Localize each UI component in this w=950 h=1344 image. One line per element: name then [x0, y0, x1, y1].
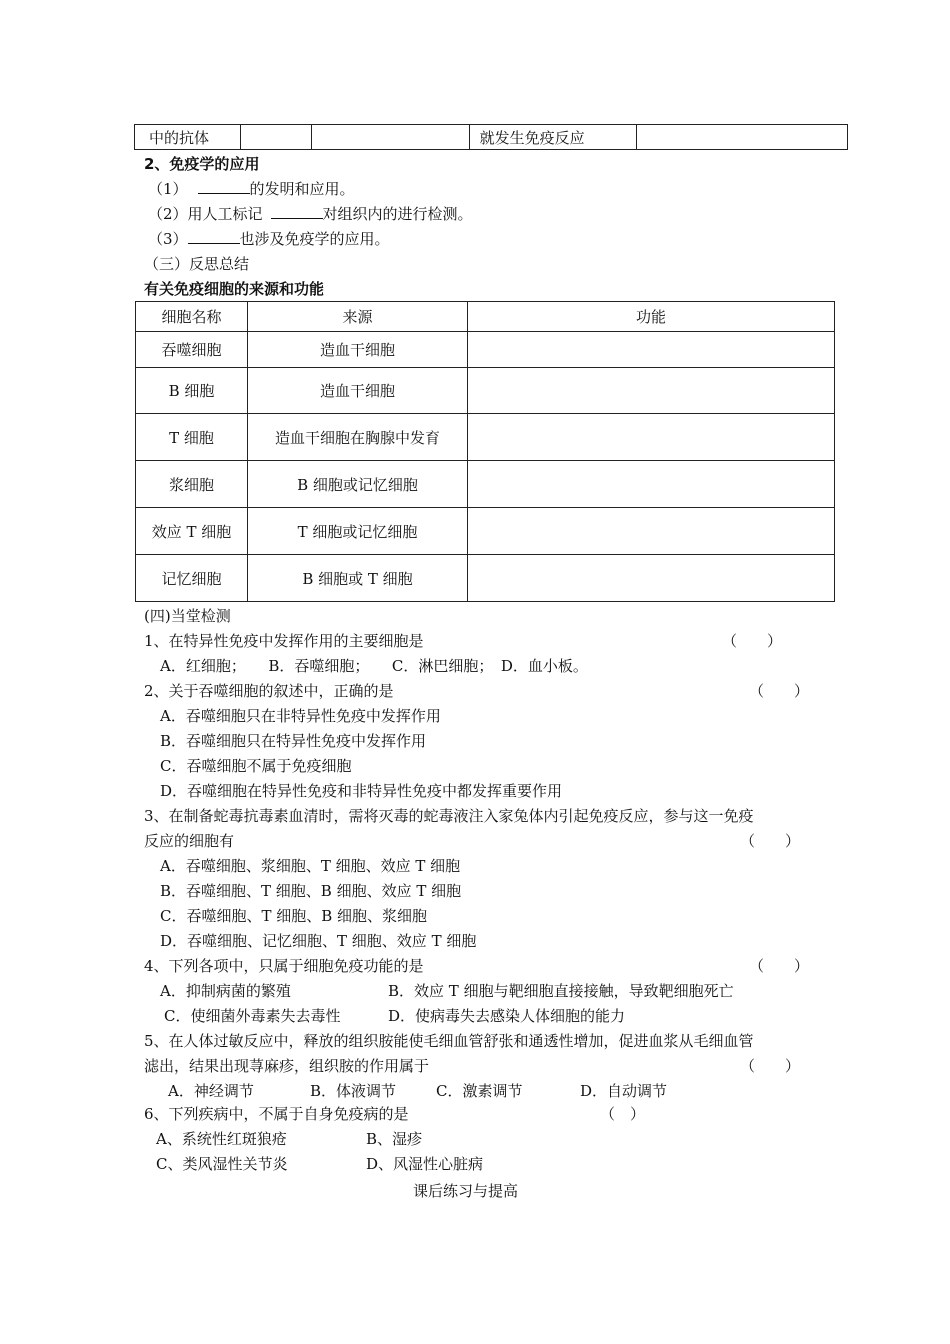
q6-option-a: A、系统性红斑狼疮 [156, 1130, 287, 1148]
table-row [136, 332, 835, 368]
q4-option-c: C．使细菌外毒素失去毒性 [164, 1007, 341, 1025]
answer-paren: （ ） [749, 682, 810, 700]
section4-title: (四)当堂检测 [144, 607, 231, 625]
header-cell: 功能 [468, 302, 835, 332]
cell-name: 记忆细胞 [136, 555, 248, 602]
top-table-cell: 就发生免疫反应 [469, 125, 637, 150]
cell-name: 效应 T 细胞 [136, 508, 248, 555]
q5-option-d: D．自动调节 [580, 1082, 668, 1100]
answer-paren: （ ） [749, 957, 810, 975]
table-row [136, 555, 835, 602]
cell-source: 造血干细胞 [248, 332, 468, 368]
fill-blank [188, 229, 240, 244]
line1-prefix: （1） [148, 180, 188, 198]
cell-name: 吞噬细胞 [136, 332, 248, 368]
answer-paren: （ ） [740, 832, 801, 850]
top-table [134, 124, 848, 150]
q4-option-b: B．效应 T 细胞与靶细胞直接接触，导致靶细胞死亡 [388, 982, 734, 1000]
q2-option-c: C．吞噬细胞不属于免疫细胞 [160, 757, 352, 775]
q5-option-c: C．激素调节 [436, 1082, 523, 1100]
section2-line2 [148, 203, 473, 224]
top-table-cell-empty [312, 125, 469, 150]
q6-option-c: C、类风湿性关节炎 [156, 1155, 288, 1173]
q5-option-a: A．神经调节 [168, 1082, 254, 1100]
cell-function [468, 332, 835, 368]
table-row [136, 414, 835, 461]
section2-title: 2、免疫学的应用 [144, 155, 260, 173]
top-table-cell: 中的抗体 [135, 125, 241, 150]
cell-function [468, 368, 835, 414]
line2-prefix: （2）用人工标记 [148, 205, 263, 223]
cell-name: 浆细胞 [136, 461, 248, 508]
q4-option-a: A．抑制病菌的繁殖 [160, 982, 291, 1000]
q2-option-b: B．吞噬细胞只在特异性免疫中发挥作用 [160, 732, 427, 750]
fill-blank [271, 204, 323, 219]
line3-suffix: 也涉及免疫学的应用。 [239, 230, 390, 248]
q5-option-b: B．体液调节 [310, 1082, 397, 1100]
q2-option-d: D．吞噬细胞在特异性免疫和非特异性免疫中都发挥重要作用 [160, 782, 563, 800]
cell-source: 造血干细胞 [248, 368, 468, 414]
line1-suffix: 的发明和应用。 [249, 180, 355, 198]
q6-stem: 6、下列疾病中，不属于自身免疫病的是 [144, 1105, 409, 1123]
cell-function [468, 461, 835, 508]
q6-option-b: B、湿疹 [366, 1130, 423, 1148]
q4-option-d: D．使病毒失去感染人体细胞的能力 [388, 1007, 626, 1025]
cell-function [468, 508, 835, 555]
top-table-cell-empty [637, 125, 848, 150]
cell-name: T 细胞 [136, 414, 248, 461]
section2-line3 [148, 228, 390, 249]
cell-source: T 细胞或记忆细胞 [248, 508, 468, 555]
q5-stem-line1: 5、在人体过敏反应中，释放的组织胺能使毛细血管舒张和通透性增加，促进血浆从毛细血管 [144, 1032, 754, 1050]
cell-function [468, 555, 835, 602]
q1-stem: 1、在特异性免疫中发挥作用的主要细胞是 [144, 632, 424, 650]
cell-table-header [136, 302, 835, 332]
q3-stem-line2: 反应的细胞有 [144, 832, 235, 850]
q3-option-c: C．吞噬细胞、T 细胞、B 细胞、浆细胞 [160, 907, 428, 925]
cell-name: B 细胞 [136, 368, 248, 414]
header-cell: 来源 [248, 302, 468, 332]
answer-paren: （ ） [722, 632, 783, 650]
q5-stem-line2: 滤出，结果出现荨麻疹，组织胺的作用属于 [144, 1057, 430, 1075]
answer-paren: （ ） [600, 1105, 646, 1123]
line2-suffix: 对组织内的进行检测。 [322, 205, 473, 223]
table-row [136, 461, 835, 508]
section2-line1 [148, 178, 355, 199]
q4-stem: 4、下列各项中，只属于细胞免疫功能的是 [144, 957, 424, 975]
cell-function [468, 414, 835, 461]
q3-option-a: A．吞噬细胞、浆细胞、T 细胞、效应 T 细胞 [160, 857, 461, 875]
footer-heading: 课后练习与提高 [413, 1182, 519, 1200]
table-row [136, 508, 835, 555]
cell-source: B 细胞或 T 细胞 [248, 555, 468, 602]
section3-title: （三）反思总结 [144, 255, 250, 273]
q3-option-b: B．吞噬细胞、T 细胞、B 细胞、效应 T 细胞 [160, 882, 462, 900]
header-cell: 细胞名称 [136, 302, 248, 332]
fill-blank [198, 179, 250, 194]
q2-option-a: A．吞噬细胞只在非特异性免疫中发挥作用 [160, 707, 441, 725]
q6-option-d: D、风湿性心脏病 [366, 1155, 484, 1173]
answer-paren: （ ） [740, 1057, 801, 1075]
q3-option-d: D．吞噬细胞、记忆细胞、T 细胞、效应 T 细胞 [160, 932, 477, 950]
table-row [136, 368, 835, 414]
cell-source: B 细胞或记忆细胞 [248, 461, 468, 508]
cell-source: 造血干细胞在胸腺中发育 [248, 414, 468, 461]
q1-options: A．红细胞； B．吞噬细胞； C．淋巴细胞； D．血小板。 [160, 657, 588, 675]
section3-subtitle: 有关免疫细胞的来源和功能 [144, 280, 325, 298]
top-table-cell-empty [241, 125, 312, 150]
q3-stem-line1: 3、在制备蛇毒抗毒素血清时，需将灭毒的蛇毒液注入家兔体内引起免疫反应，参与这一免疫 [144, 807, 754, 825]
q2-stem: 2、关于吞噬细胞的叙述中，正确的是 [144, 682, 394, 700]
cell-table [135, 301, 835, 602]
line3-prefix: （3） [148, 230, 188, 248]
